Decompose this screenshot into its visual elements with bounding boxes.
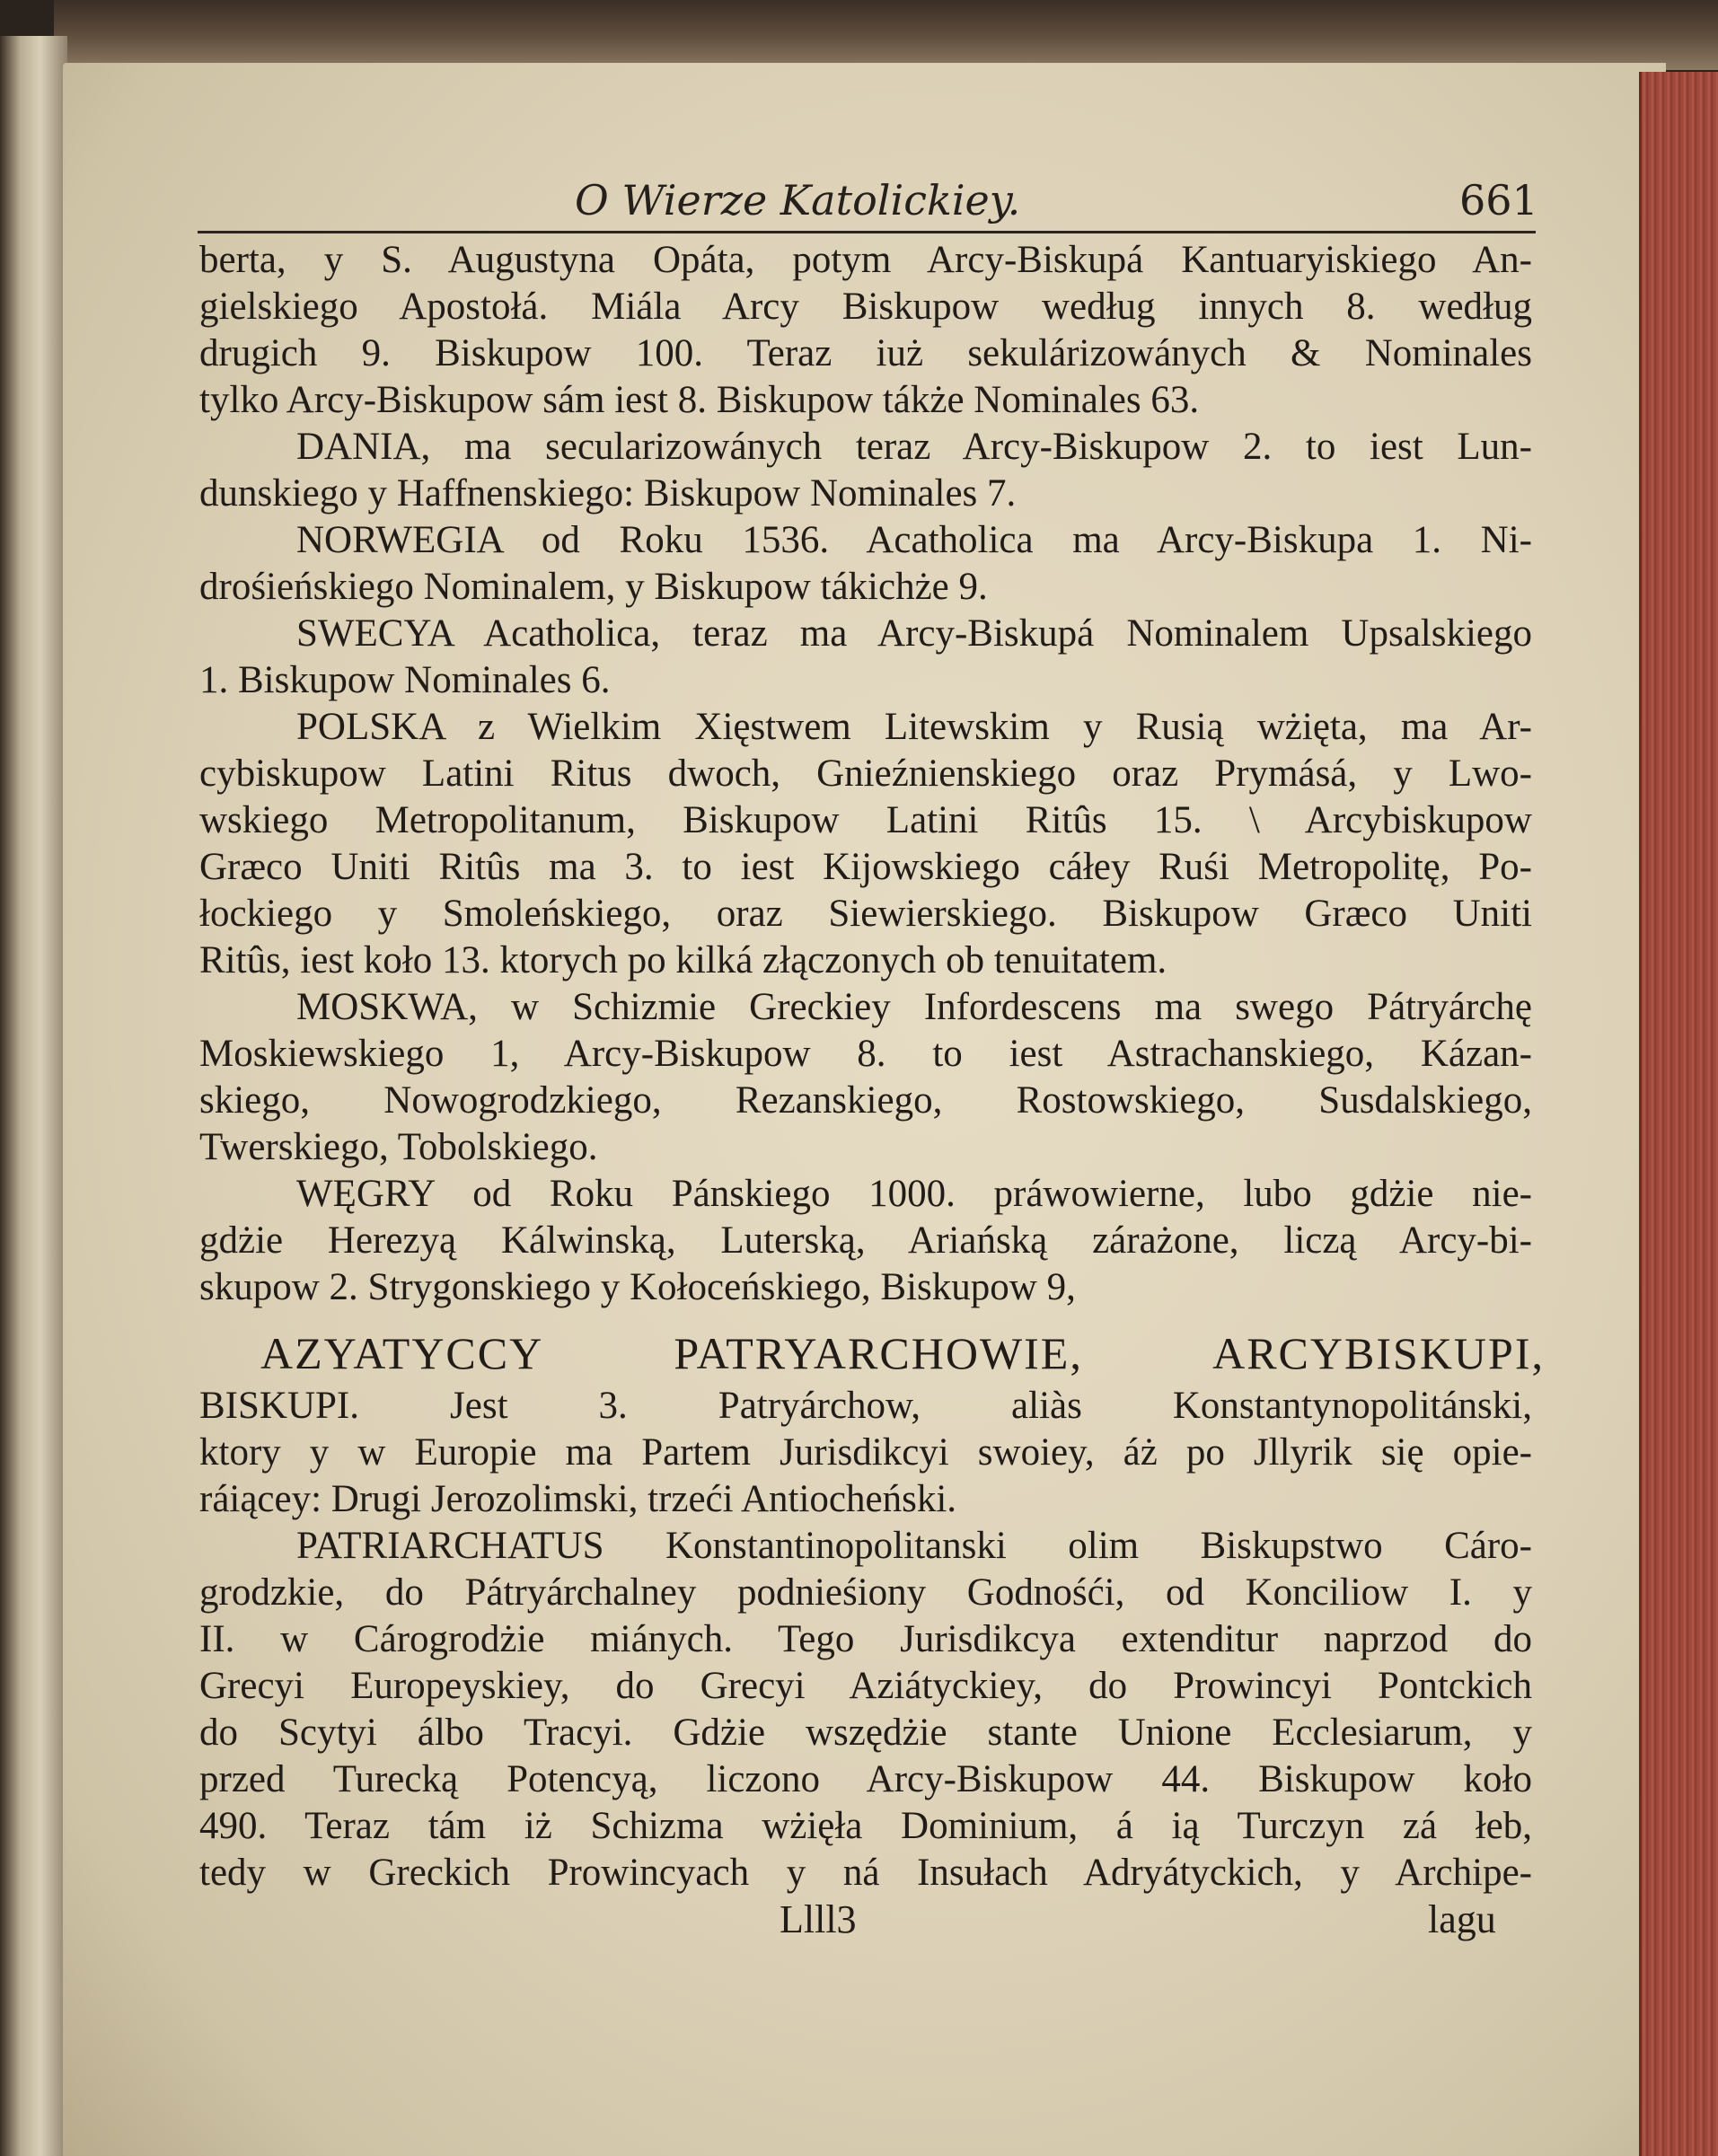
text-line: skupow 2. Strygonskiego y Kołoceńskiego, Biskupow 9, (199, 1266, 1076, 1308)
text-line: do Scytyi álbo Tracyi. Gdżie wszędżie stante Unione Ecclesiarum, y (199, 1712, 1532, 1754)
text-line: berta, y S. Augustyna Opáta, potym Arcy-Biskupá Kantuaryiskiego An- (199, 239, 1532, 281)
text-line: POLSKA z Wielkim Xięstwem Litewskim y Rusią wżięta, ma Ar- (296, 706, 1532, 748)
text-line: DANIA, ma secularizowánych teraz Arcy-Biskupow 2. to iest Lun- (296, 426, 1532, 468)
text-line: 1. Biskupow Nominales 6. (199, 659, 611, 701)
text-line: 490. Teraz tám iż Schizma wżięła Dominium, á ią Turczyn zá łeb, (199, 1805, 1532, 1847)
page-number: 661 (1459, 176, 1538, 224)
text-line: wskiego Metropolitanum, Biskupow Latini Ritûs 15. \ Arcybiskupow (199, 799, 1532, 841)
text-line: Græco Uniti Ritûs ma 3. to iest Kijowskiego cáłey Ruśi Metropolitę, Po- (199, 846, 1532, 888)
red-fore-edge (1639, 72, 1718, 2156)
running-title: O Wierze Katolickiey. (575, 176, 1021, 224)
text-line: tylko Arcy-Biskupow sám iest 8. Biskupow tákże Nominales 63. (199, 379, 1200, 421)
text-line: PATRIARCHATUS Konstantinopolitanski olim Biskupstwo Cáro- (296, 1525, 1532, 1567)
text-line: drugich 9. Biskupow 100. Teraz iuż sekulárizowánych & Nominales (199, 332, 1532, 374)
text-line: grodzkie, do Pátryárchalney podnieśiony Godnośći, od Konciliow I. y (199, 1571, 1532, 1614)
text-line: przed Turecką Potencyą, liczono Arcy-Biskupow 44. Biskupow koło (199, 1758, 1532, 1800)
signature-mark: Llll3 (780, 1897, 857, 1941)
text-line: WĘGRY od Roku Pánskiego 1000. práwowierne, lubo gdżie nie- (296, 1173, 1532, 1215)
text-line: BISKUPI. Jest 3. Patryárchow, aliàs Konstantynopolitánski, (199, 1385, 1532, 1427)
catchword: lagu (1428, 1897, 1496, 1941)
text-line: Grecyi Europeyskiey, do Grecyi Aziátyckiey, do Prowincyi Pontckich (199, 1665, 1532, 1707)
text-line: tedy w Greckich Prowincyach y ná Insułach Adryátyckich, y Archipe- (199, 1852, 1532, 1894)
text-line: gdżie Herezyą Kálwinską, Luterską, Ariańską zárażone, liczą Arcy-bi- (199, 1219, 1532, 1262)
text-line: gielskiego Apostołá. Miála Arcy Biskupow według innych 8. według (199, 286, 1532, 328)
text-line: drośieńskiego Nominalem, y Biskupow tákichże 9. (199, 566, 988, 608)
header-rule (198, 231, 1536, 233)
text-line: skiego, Nowogrodzkiego, Rezanskiego, Rostowskiego, Susdalskiego, (199, 1079, 1532, 1122)
text-line: MOSKWA, w Schizmie Greckiey Infordescens ma swego Pátryárchę (296, 986, 1532, 1028)
text-line: SWECYA Acatholica, teraz ma Arcy-Biskupá Nominalem Upsalskiego (296, 612, 1532, 655)
book-gutter (0, 36, 67, 2156)
text-line: Twerskiego, Tobolskiego. (199, 1126, 598, 1168)
section-heading: AZYATYCCY PATRYARCHOWIE, ARCYBISKUPI, (260, 1328, 1545, 1378)
text-line: NORWEGIA od Roku 1536. Acatholica ma Arcy-Biskupa 1. Ni- (296, 519, 1532, 561)
text-line: II. w Cárogrodżie miánych. Tego Jurisdikcya extenditur naprzod do (199, 1618, 1532, 1660)
text-line: Ritûs, iest koło 13. ktorych po kilká złączonych ob tenuitatem. (199, 939, 1167, 981)
text-line: ktory y w Europie ma Partem Jurisdikcyi swoiey, áż po Jllyrik się opie- (199, 1431, 1532, 1474)
text-line: łockiego y Smoleńskiego, oraz Siewierskiego. Biskupow Græco Uniti (199, 893, 1532, 935)
text-line: ráiącey: Drugi Jerozolimski, trzeći Antiocheński. (199, 1478, 957, 1520)
text-line: Moskiewskiego 1, Arcy-Biskupow 8. to iest Astrachanskiego, Kázan- (199, 1033, 1532, 1075)
book-top-edge (54, 0, 1718, 70)
text-line: cybiskupow Latini Ritus dwoch, Gnieźnienskiego oraz Prymásá, y Lwo- (199, 752, 1532, 795)
text-line: dunskiego y Haffnenskiego: Biskupow Nominales 7. (199, 472, 1017, 515)
